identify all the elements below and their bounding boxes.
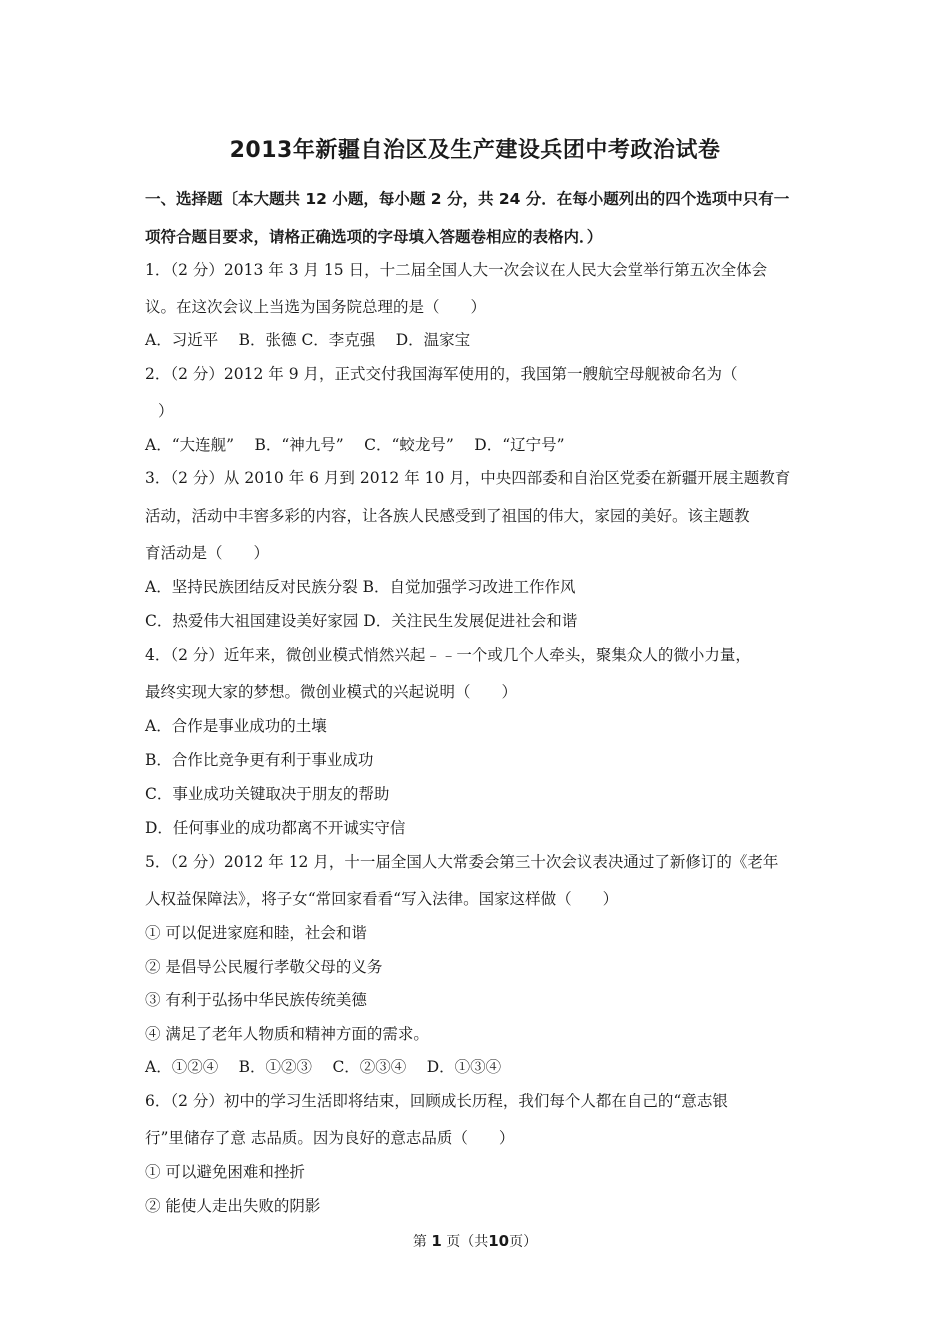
question-6-item-1: ① 可以避免困难和挫折 (145, 1163, 305, 1181)
page-footer (0, 1231, 950, 1251)
footer-total-pages: 10 (488, 1232, 510, 1250)
section-heading-line-2: 项符合题目要求，请格正确选项的字母填入答题卷相应的表格内．） (145, 228, 603, 246)
question-5-item-4: ④ 满足了老年人物质和精神方面的需求。 (145, 1025, 429, 1043)
question-3-line-2: 活动，活动中丰窖多彩的内容，让各族人民感受到了祖国的伟大，家园的美好。该主题教 (145, 507, 750, 525)
footer-middle: 页（共 (446, 1234, 489, 1250)
question-3-line-3: 育活动是（ ） (145, 544, 270, 562)
question-6-line-2: 行”里储存了意 志品质。因为良好的意志品质（ ） (145, 1129, 515, 1147)
footer-page-number: 1 (431, 1232, 442, 1250)
question-5-options: A．①②④ B．①②③ C．②③④ D．①③④ (145, 1058, 502, 1076)
question-2-line-2: ） (158, 402, 174, 420)
section-heading-line-1: 一、选择题〔本大题共 12 小题，每小题 2 分，共 24 分．在每小题列出的四个选项中只有一 (145, 190, 790, 208)
question-6-item-2: ② 能使人走出失败的阴影 (145, 1197, 321, 1215)
question-4-line-1: 4．（2 分）近年来，微创业模式悄然兴起﹣﹣一个或几个人牵头，聚集众人的微小力量， (145, 646, 751, 664)
question-5-item-1: ① 可以促进家庭和睦，社会和谐 (145, 924, 367, 942)
question-5-item-3: ③ 有利于弘扬中华民族传统美德 (145, 991, 367, 1009)
question-4-option-a: A．合作是事业成功的土壤 (145, 717, 327, 735)
question-5-line-1: 5．（2 分）2012 年 12 月，十一届全国人大常委会第三十次会议表决通过了新修订的《老年 (145, 853, 779, 871)
question-4-option-b: B．合作比竞争更有利于事业成功 (145, 751, 374, 769)
question-4-option-d: D．任何事业的成功都离不开诚实守信 (145, 819, 406, 837)
question-1-line-2: 议。在这次会议上当选为国务院总理的是（ ） (145, 298, 487, 316)
question-3-line-1: 3．（2 分）从 2010 年 6 月到 2012 年 10 月，中央四部委和自治区党委在新疆开展主题教育 (145, 469, 791, 487)
question-4-line-2: 最终实现大家的梦想。微创业模式的兴起说明（ ） (145, 683, 518, 701)
question-1-line-1: 1．（2 分）2013 年 3 月 15 日，十二届全国人大一次会议在人民大会堂举行第五次全体会 (145, 261, 768, 279)
footer-suffix: 页） (509, 1234, 538, 1250)
question-3-options-cd: C．热爱伟大祖国建设美好家园 D．关注民生发展促进社会和谐 (145, 612, 578, 630)
question-5-line-2: 人权益保障法》，将子女“常回家看看“写入法律。国家这样做（ ） (145, 890, 619, 908)
question-5-item-2: ② 是倡导公民履行孝敬父母的义务 (145, 958, 383, 976)
question-1-options: A．习近平 B．张德 C．李克强 D．温家宝 (145, 331, 471, 349)
question-4-option-c: C．事业成功关键取决于朋友的帮助 (145, 785, 390, 803)
question-3-options-ab: A．坚持民族团结反对民族分裂 B．自觉加强学习改进工作作风 (145, 578, 576, 596)
question-6-line-1: 6．（2 分）初中的学习生活即将结束，回顾成长历程，我们每个人都在自己的“意志银 (145, 1092, 728, 1110)
question-2-line-1: 2．（2 分）2012 年 9 月，正式交付我国海军使用的，我国第一艘航空母舰被命名为（ (145, 365, 738, 383)
question-2-options: A．“大连舰” B．“神九号” C．“蛟龙号” D．“辽宁号” (145, 436, 565, 454)
footer-prefix: 第 (412, 1234, 427, 1250)
page-title: 2013年新疆自治区及生产建设兵团中考政治试卷 (229, 138, 721, 163)
